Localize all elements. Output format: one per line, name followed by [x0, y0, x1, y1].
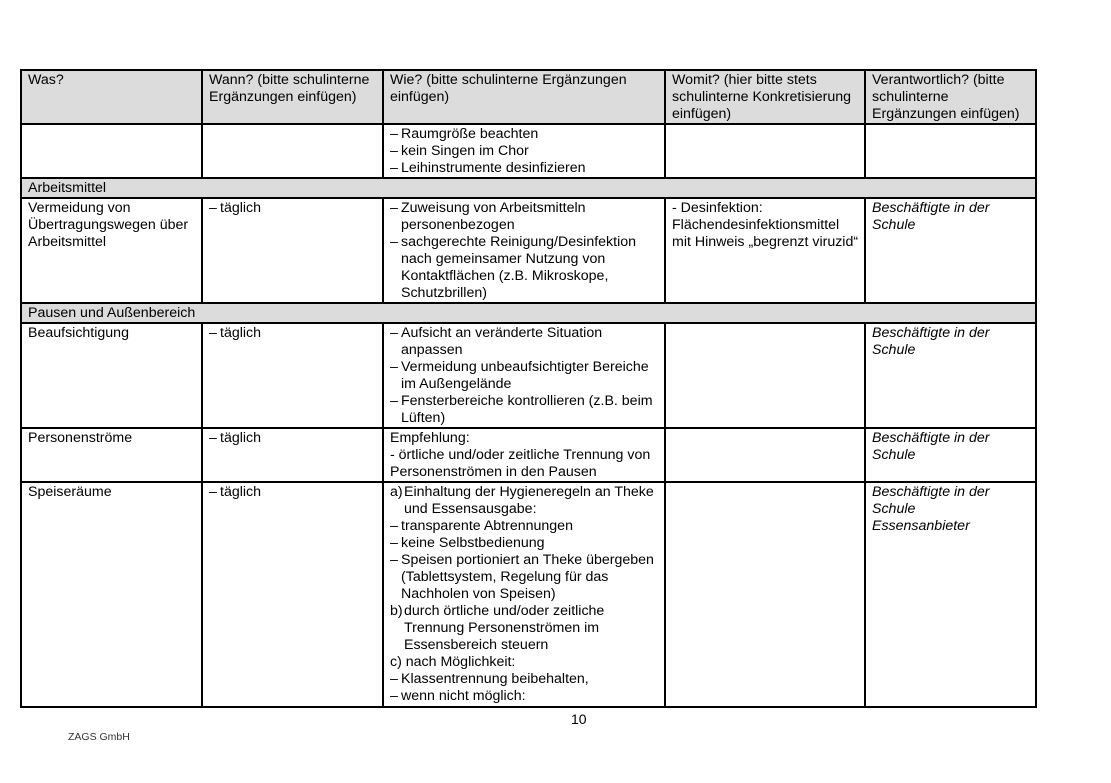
list-item: – keine Selbstbedienung [390, 535, 661, 552]
list-item: – Fensterbereiche kontrollieren (z.B. beim Lüften) [390, 393, 661, 427]
cell-womit [665, 323, 865, 428]
cell-womit [665, 124, 865, 178]
cell-womit [665, 482, 865, 707]
responsible-text: Beschäftigte in der Schule [872, 484, 990, 517]
header-womit: Womit? (hier bitte stets schulinterne Konkretisierung einfügen) [665, 70, 865, 124]
list-item: – täglich [209, 200, 379, 217]
recommendation-text: - örtliche und/oder zeitliche Trennung von Personenströmen in den Pausen [390, 447, 651, 480]
cell-wie [383, 323, 665, 428]
cell-wie [383, 482, 665, 707]
measures-table [20, 69, 1037, 708]
table-row-vermeidung [21, 198, 1036, 303]
lettered-item-a [390, 484, 661, 518]
list-item: – Leihinstrumente desinfizieren [390, 160, 661, 177]
cell-wann [202, 428, 383, 482]
list-item: – Speisen portioniert an Theke übergeben (Tablettsystem, Regelung für das Nachholen von Speisen) [390, 552, 661, 603]
lettered-item-c: c) nach Möglichkeit: [390, 654, 516, 670]
measure-list [390, 126, 661, 177]
cell-was: Personenströme [21, 428, 202, 482]
list-item: – Zuweisung von Arbeitsmitteln personenbezogen [390, 200, 661, 234]
when-list [209, 325, 379, 342]
footer-company: ZAGS GmbH [68, 731, 130, 743]
cell-wie [383, 124, 665, 178]
section-title: Arbeitsmittel [21, 178, 1036, 198]
list-item: – transparente Abtrennungen [390, 518, 661, 535]
cell-was [21, 124, 202, 178]
list-item: – täglich [209, 430, 379, 447]
cell-was: Beaufsichtigung [21, 323, 202, 428]
list-item: – Vermeidung unbeaufsichtigter Bereiche im Außengelände [390, 359, 661, 393]
page-number: 10 [571, 711, 587, 727]
cell-verantwortlich: Beschäftigte in der Schule [865, 323, 1036, 428]
recommendation-label: Empfehlung: [390, 430, 470, 446]
item-marker: b) [390, 603, 403, 619]
cell-womit: - Desinfektion: Flächendesinfektionsmittel mit Hinweis „begrenzt viruzid“ [665, 198, 865, 303]
cell-wie [383, 428, 665, 482]
cell-was: Speiseräume [21, 482, 202, 707]
cell-womit [665, 428, 865, 482]
table-row-continuation [21, 124, 1036, 178]
item-text: durch örtliche und/oder zeitliche Trennung Personenströmen im Essensbereich steuern [404, 603, 605, 653]
table-header-row [21, 70, 1036, 124]
measure-list [390, 671, 661, 705]
list-item: – Raumgröße beachten [390, 126, 661, 143]
section-title: Pausen und Außenbereich [21, 303, 1036, 323]
cell-verantwortlich [865, 124, 1036, 178]
measure-list [390, 518, 661, 603]
header-was: Was? [21, 70, 202, 124]
list-item: – täglich [209, 325, 379, 342]
item-marker: a) [390, 484, 403, 500]
section-row-pausen [21, 303, 1036, 323]
list-item: – wenn nicht möglich: [390, 688, 661, 705]
table-row-speiseraeume [21, 482, 1036, 707]
cell-wann [202, 198, 383, 303]
list-item: – Aufsicht an veränderte Situation anpassen [390, 325, 661, 359]
when-list [209, 484, 379, 501]
cell-verantwortlich: Beschäftigte in der Schule [865, 198, 1036, 303]
measure-list [390, 200, 661, 302]
list-item: – Klassentrennung beibehalten, [390, 671, 661, 688]
cell-verantwortlich [865, 482, 1036, 707]
table-row-personenstroeme [21, 428, 1036, 482]
section-row-arbeitsmittel [21, 178, 1036, 198]
cell-was: Vermeidung von Übertragungswegen über Arbeitsmittel [21, 198, 202, 303]
cell-wann [202, 124, 383, 178]
lettered-item-b [390, 603, 661, 654]
responsible-text: Essensanbieter [872, 518, 970, 534]
list-item: – täglich [209, 484, 379, 501]
when-list [209, 430, 379, 447]
item-text: Einhaltung der Hygieneregeln an Theke und Essensausgabe: [404, 484, 654, 517]
header-wie: Wie? (bitte schulinterne Ergänzungen einfügen) [383, 70, 665, 124]
cell-wie [383, 198, 665, 303]
measure-list [390, 325, 661, 427]
header-wann: Wann? (bitte schulinterne Ergänzungen einfügen) [202, 70, 383, 124]
cell-wann [202, 323, 383, 428]
table-row-beaufsichtigung [21, 323, 1036, 428]
cell-verantwortlich: Beschäftigte in der Schule [865, 428, 1036, 482]
list-item: – kein Singen im Chor [390, 143, 661, 160]
list-item: – sachgerechte Reinigung/Desinfektion nach gemeinsamer Nutzung von Kontaktflächen (z.B. Mikroskope, Schutzbrillen) [390, 234, 661, 302]
header-verantwortlich: Verantwortlich? (bitte schulinterne Ergänzungen einfügen) [865, 70, 1036, 124]
when-list [209, 200, 379, 217]
cell-wann [202, 482, 383, 707]
